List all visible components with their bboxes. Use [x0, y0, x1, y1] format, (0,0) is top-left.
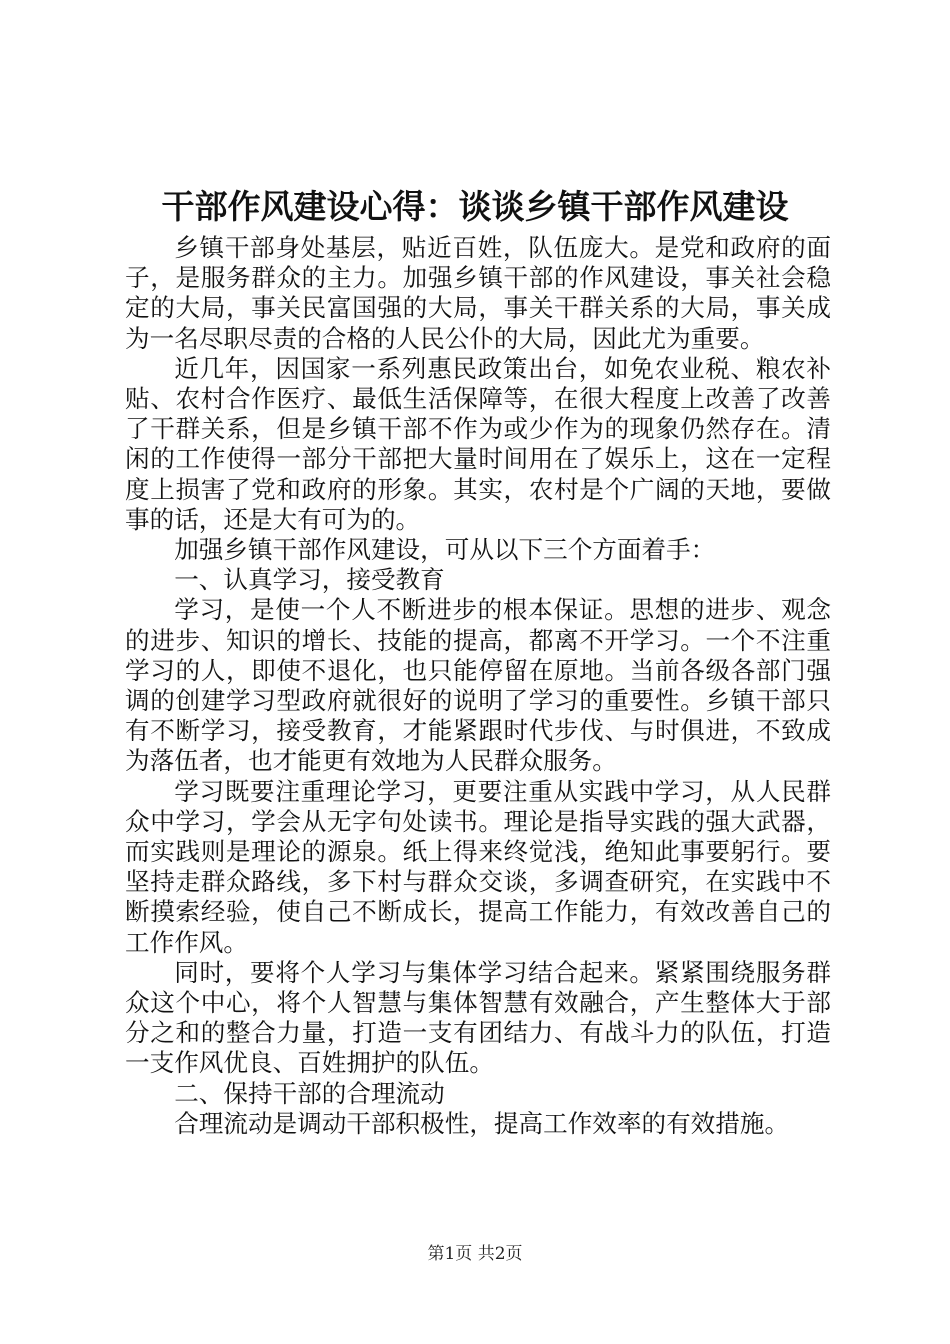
document-title: 干部作风建设心得：谈谈乡镇干部作风建设 [161, 187, 789, 226]
paragraph: 学习，是使一个人不断进步的根本保证。思想的进步、观念的进步、知识的增长、技能的提高，都离不开学习。一个不注重学习的人，即使不退化，也只能停留在原地。当前各级各部门强调的创建学习型政府就很好的说明了学习的重要性。乡镇干部只有不断学习，接受教育，才能紧跟时代步伐、与时俱进，不致成为落伍者，也才能更有效地为人民群众服务。 [125, 595, 831, 776]
paragraph: 乡镇干部身处基层，贴近百姓，队伍庞大。是党和政府的面子，是服务群众的主力。加强乡镇干部的作风建设，事关社会稳定的大局，事关民富国强的大局，事关干群关系的大局，事关成为一名尽职尽责的合格的人民公仆的大局，因此尤为重要。 [125, 233, 831, 353]
page-number-footer: 第1页 共2页 [427, 1244, 523, 1264]
paragraph: 合理流动是调动干部积极性，提高工作效率的有效措施。 [174, 1108, 790, 1138]
paragraph: 学习既要注重理论学习，更要注重从实践中学习，从人民群众中学习，学会从无字句处读书。理论是指导实践的强大武器，而实践则是理论的源泉。纸上得来终觉浅，绝知此事要躬行。要坚持走群众路线，多下村与群众交谈，多调查研究，在实践中不断摸索经验，使自己不断成长，提高工作能力，有效改善自己的工作作风。 [125, 776, 831, 957]
document-body [125, 233, 831, 1139]
paragraph: 近几年，因国家一系列惠民政策出台，如免农业税、粮农补贴、农村合作医疗、最低生活保障等，在很大程度上改善了改善了干群关系，但是乡镇干部不作为或少作为的现象仍然存在。清闲的工作使得一部分干部把大量时间用在了娱乐上，这在一定程度上损害了党和政府的形象。其实，农村是个广阔的天地，要做事的话，还是大有可为的。 [125, 353, 831, 534]
paragraph: 加强乡镇干部作风建设，可从以下三个方面着手： [174, 535, 716, 565]
section-heading: 二、保持干部的合理流动 [174, 1078, 445, 1108]
paragraph: 同时，要将个人学习与集体学习结合起来。紧紧围绕服务群众这个中心，将个人智慧与集体智慧有效融合，产生整体大于部分之和的整合力量，打造一支有团结力、有战斗力的队伍，打造一支作风优良、百姓拥护的队伍。 [125, 957, 831, 1078]
section-heading: 一、认真学习，接受教育 [174, 565, 445, 595]
